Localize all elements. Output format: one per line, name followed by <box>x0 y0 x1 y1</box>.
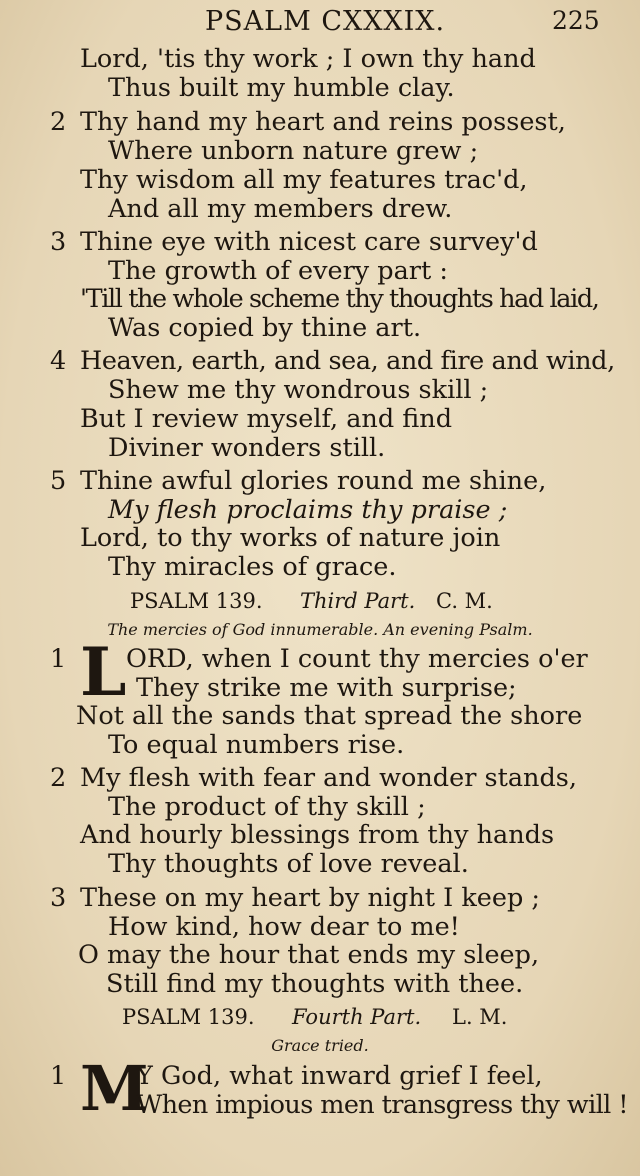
psalm-label: PSALM 139. <box>130 589 263 613</box>
line-text: Thus built my humble clay. <box>108 73 455 103</box>
verse-number: 2 <box>50 107 67 137</box>
verse-line <box>0 883 640 913</box>
line-text: These on my heart by night I keep ; <box>80 883 540 913</box>
line-text: But I review myself, and find <box>80 404 453 434</box>
verse-number: 4 <box>50 346 67 376</box>
verse-line <box>0 644 640 674</box>
verse-line <box>0 552 640 582</box>
line-text: Was copied by thine art. <box>108 313 422 343</box>
line-text: Heaven, earth, and sea, and fire and wind, <box>80 346 615 376</box>
verse-line <box>0 792 640 822</box>
line-text: Thy thoughts of love reveal. <box>108 849 469 879</box>
line-text: When impious men transgress thy will ! <box>136 1090 628 1120</box>
line-text: To equal numbers rise. <box>108 730 405 760</box>
line-text: Where unborn nature grew ; <box>108 136 479 166</box>
part-label: Fourth Part. <box>292 1005 422 1029</box>
line-text: The product of thy skill ; <box>108 792 426 822</box>
line-text: Thine awful glories round me shine, <box>80 466 547 496</box>
line-text: Thine eye with nicest care survey'd <box>80 227 538 257</box>
line-text: They strike me with surprise; <box>136 673 517 703</box>
line-text: Y God, what inward grief I feel, <box>136 1061 543 1091</box>
drop-cap: L <box>80 633 127 711</box>
verse-number: 3 <box>50 883 67 913</box>
verse-line <box>0 969 640 999</box>
verse-line <box>0 940 640 970</box>
verse-line <box>0 730 640 760</box>
line-text: And all my members drew. <box>108 194 453 224</box>
section-subtitle: The mercies of God innumerable. An evening Psalm. <box>107 620 533 639</box>
section-heading <box>0 1002 640 1032</box>
verse-line <box>0 44 640 74</box>
drop-cap: M <box>80 1052 149 1125</box>
verse-line <box>0 404 640 434</box>
line-text: And hourly blessings from thy hands <box>80 820 555 850</box>
verse-number: 3 <box>50 227 67 257</box>
line-text: Shew me thy wondrous skill ; <box>108 375 489 405</box>
verse-line <box>0 227 640 257</box>
line-text: Lord, 'tis thy work ; I own thy hand <box>80 44 536 74</box>
verse-line <box>0 701 640 731</box>
section-heading <box>0 586 640 616</box>
line-text: Thy miracles of grace. <box>108 552 397 582</box>
verse-number: 1 <box>50 1061 67 1091</box>
verse-line <box>0 466 640 496</box>
verse-line <box>0 194 640 224</box>
verse-number: 5 <box>50 466 67 496</box>
verse-line <box>0 73 640 103</box>
verse-line <box>0 763 640 793</box>
line-text: Diviner wonders still. <box>108 433 386 463</box>
line-text: Thy wisdom all my features trac'd, <box>80 165 528 195</box>
verse-line <box>0 136 640 166</box>
line-text: ORD, when I count thy mercies o'er <box>126 644 588 674</box>
line-text: Thy hand my heart and reins possest, <box>80 107 566 137</box>
line-text: Not all the sands that spread the shore <box>76 701 583 731</box>
page-header <box>0 4 640 36</box>
line-text: How kind, how dear to me! <box>108 912 460 942</box>
line-text: My flesh proclaims thy praise ; <box>108 495 508 525</box>
verse-line <box>0 165 640 195</box>
verse-line <box>0 284 640 314</box>
verse-line <box>0 313 640 343</box>
part-label: Third Part. <box>300 589 416 613</box>
verse-line <box>0 433 640 463</box>
verse-line <box>0 107 640 137</box>
verse-line <box>0 256 640 286</box>
psalm-label: PSALM 139. <box>122 1005 255 1029</box>
verse-line <box>0 912 640 942</box>
line-text: 'Till the whole scheme thy thoughts had laid, <box>80 284 599 314</box>
verse-line <box>0 820 640 850</box>
meter-label: L. M. <box>452 1005 508 1029</box>
verse-number: 2 <box>50 763 67 793</box>
page-number: 225 <box>552 6 600 35</box>
line-text: Lord, to thy works of nature join <box>80 523 501 553</box>
meter-label: C. M. <box>436 589 493 613</box>
line-text: The growth of every part : <box>108 256 448 286</box>
verse-line <box>0 673 640 703</box>
line-text: My flesh with fear and wonder stands, <box>80 763 577 793</box>
verse-line <box>0 523 640 553</box>
verse-number: 1 <box>50 644 67 674</box>
line-text: O may the hour that ends my sleep, <box>78 940 540 970</box>
running-title: PSALM CXXXIX. <box>205 6 446 37</box>
verse-line <box>0 346 640 376</box>
line-text: Still find my thoughts with thee. <box>106 969 524 999</box>
verse-line <box>0 849 640 879</box>
verse-line <box>0 495 640 525</box>
verse-line <box>0 1090 640 1120</box>
verse-line <box>0 375 640 405</box>
verse-line <box>0 1061 640 1091</box>
section-subtitle: Grace tried. <box>271 1036 369 1055</box>
